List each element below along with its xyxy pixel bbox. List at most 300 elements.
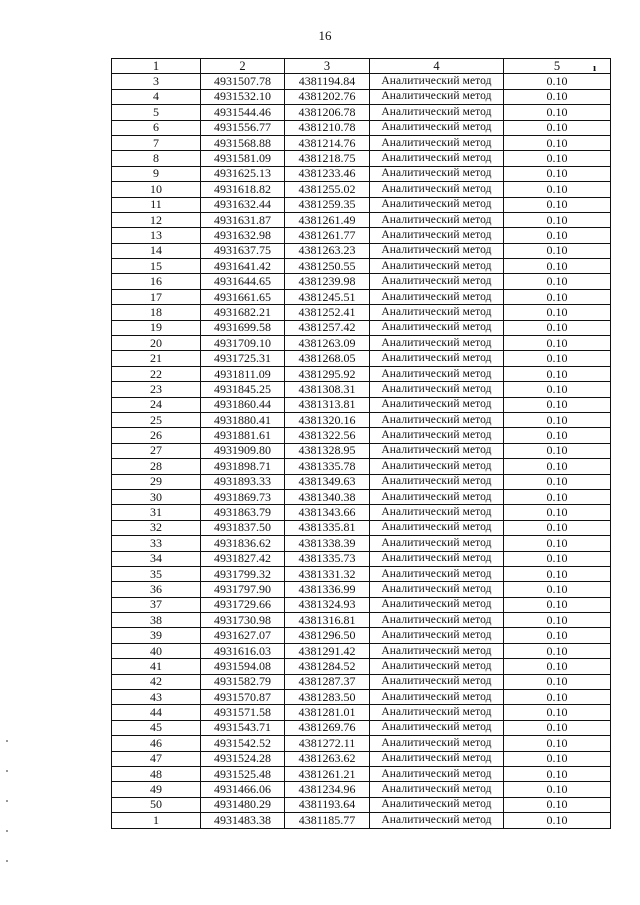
accuracy-cell: 0.10 [504,89,611,104]
y-coordinate-cell: 4381336.99 [285,582,370,597]
table-row [112,443,611,458]
y-coordinate-cell: 4381343.66 [285,505,370,520]
y-coordinate-cell: 4381313.81 [285,397,370,412]
accuracy-cell: 0.10 [504,674,611,689]
point-number-cell: 5 [112,105,201,120]
method-cell: Аналитический метод [370,351,504,366]
y-coordinate-cell: 4381283.50 [285,690,370,705]
accuracy-cell: 0.10 [504,305,611,320]
y-coordinate-cell: 4381261.49 [285,212,370,227]
col-header-3: 3 [285,59,370,74]
method-cell: Аналитический метод [370,197,504,212]
x-coordinate-cell: 4931480.29 [201,797,285,812]
margin-mark: ı [593,62,597,74]
method-cell: Аналитический метод [370,674,504,689]
accuracy-cell: 0.10 [504,474,611,489]
table-row [112,243,611,258]
point-number-cell: 25 [112,412,201,427]
method-cell: Аналитический метод [370,289,504,304]
accuracy-cell: 0.10 [504,243,611,258]
accuracy-cell: 0.10 [504,228,611,243]
method-cell: Аналитический метод [370,320,504,335]
point-number-cell: 23 [112,382,201,397]
method-cell: Аналитический метод [370,305,504,320]
point-number-cell: 37 [112,597,201,612]
point-number-cell: 47 [112,751,201,766]
method-cell: Аналитический метод [370,782,504,797]
accuracy-cell: 0.10 [504,813,611,828]
x-coordinate-cell: 4931836.62 [201,536,285,551]
point-number-cell: 38 [112,613,201,628]
method-cell: Аналитический метод [370,797,504,812]
accuracy-cell: 0.10 [504,505,611,520]
y-coordinate-cell: 4381291.42 [285,643,370,658]
method-cell: Аналитический метод [370,243,504,258]
point-number-cell: 19 [112,320,201,335]
y-coordinate-cell: 4381335.73 [285,551,370,566]
method-cell: Аналитический метод [370,505,504,520]
col-header-1: 1 [112,59,201,74]
point-number-cell: 26 [112,428,201,443]
point-number-cell: 40 [112,643,201,658]
accuracy-cell: 0.10 [504,151,611,166]
accuracy-cell: 0.10 [504,628,611,643]
x-coordinate-cell: 4931869.73 [201,489,285,504]
method-cell: Аналитический метод [370,412,504,427]
y-coordinate-cell: 4381218.75 [285,151,370,166]
col-header-5: 5 [504,59,611,74]
method-cell: Аналитический метод [370,520,504,535]
method-cell: Аналитический метод [370,228,504,243]
page-number: 16 [318,28,332,43]
point-number-cell: 34 [112,551,201,566]
method-cell: Аналитический метод [370,628,504,643]
x-coordinate-cell: 4931845.25 [201,382,285,397]
y-coordinate-cell: 4381284.52 [285,659,370,674]
x-coordinate-cell: 4931581.09 [201,151,285,166]
method-cell: Аналитический метод [370,259,504,274]
x-coordinate-cell: 4931632.44 [201,197,285,212]
table-row [112,89,611,104]
point-number-cell: 1 [112,813,201,828]
x-coordinate-cell: 4931863.79 [201,505,285,520]
method-cell: Аналитический метод [370,551,504,566]
x-coordinate-cell: 4931641.42 [201,259,285,274]
x-coordinate-cell: 4931524.28 [201,751,285,766]
y-coordinate-cell: 4381245.51 [285,289,370,304]
accuracy-cell: 0.10 [504,274,611,289]
point-number-cell: 27 [112,443,201,458]
point-number-cell: 49 [112,782,201,797]
accuracy-cell: 0.10 [504,182,611,197]
accuracy-cell: 0.10 [504,720,611,735]
accuracy-cell: 0.10 [504,412,611,427]
method-cell: Аналитический метод [370,74,504,89]
accuracy-cell: 0.10 [504,766,611,781]
point-number-cell: 29 [112,474,201,489]
x-coordinate-cell: 4931618.82 [201,182,285,197]
x-coordinate-cell: 4931556.77 [201,120,285,135]
table-row [112,412,611,427]
point-number-cell: 35 [112,566,201,581]
table-row [112,782,611,797]
y-coordinate-cell: 4381210.78 [285,120,370,135]
point-number-cell: 11 [112,197,201,212]
y-coordinate-cell: 4381287.37 [285,674,370,689]
accuracy-cell: 0.10 [504,366,611,381]
point-number-cell: 24 [112,397,201,412]
x-coordinate-cell: 4931507.78 [201,74,285,89]
y-coordinate-cell: 4381349.63 [285,474,370,489]
method-cell: Аналитический метод [370,536,504,551]
x-coordinate-cell: 4931837.50 [201,520,285,535]
method-cell: Аналитический метод [370,120,504,135]
y-coordinate-cell: 4381331.32 [285,566,370,581]
table-row [112,766,611,781]
table-row [112,643,611,658]
x-coordinate-cell: 4931637.75 [201,243,285,258]
table-row [112,551,611,566]
point-number-cell: 39 [112,628,201,643]
point-number-cell: 42 [112,674,201,689]
table-row [112,351,611,366]
y-coordinate-cell: 4381233.46 [285,166,370,181]
method-cell: Аналитический метод [370,736,504,751]
table-row [112,382,611,397]
accuracy-cell: 0.10 [504,428,611,443]
col-header-2: 2 [201,59,285,74]
table-row [112,705,611,720]
col-header-4: 4 [370,59,504,74]
x-coordinate-cell: 4931568.88 [201,135,285,150]
point-number-cell: 31 [112,505,201,520]
point-number-cell: 32 [112,520,201,535]
y-coordinate-cell: 4381255.02 [285,182,370,197]
point-number-cell: 30 [112,489,201,504]
y-coordinate-cell: 4381193.64 [285,797,370,812]
coordinates-table [111,58,611,829]
method-cell: Аналитический метод [370,459,504,474]
table-row [112,459,611,474]
table-row [112,228,611,243]
y-coordinate-cell: 4381296.50 [285,628,370,643]
accuracy-cell: 0.10 [504,520,611,535]
accuracy-cell: 0.10 [504,489,611,504]
accuracy-cell: 0.10 [504,782,611,797]
accuracy-cell: 0.10 [504,212,611,227]
method-cell: Аналитический метод [370,182,504,197]
method-cell: Аналитический метод [370,643,504,658]
method-cell: Аналитический метод [370,382,504,397]
x-coordinate-cell: 4931625.13 [201,166,285,181]
x-coordinate-cell: 4931571.58 [201,705,285,720]
accuracy-cell: 0.10 [504,797,611,812]
point-number-cell: 6 [112,120,201,135]
method-cell: Аналитический метод [370,336,504,351]
method-cell: Аналитический метод [370,212,504,227]
y-coordinate-cell: 4381322.56 [285,428,370,443]
method-cell: Аналитический метод [370,105,504,120]
method-cell: Аналитический метод [370,720,504,735]
point-number-cell: 36 [112,582,201,597]
y-coordinate-cell: 4381335.81 [285,520,370,535]
point-number-cell: 3 [112,74,201,89]
accuracy-cell: 0.10 [504,582,611,597]
table-row [112,274,611,289]
accuracy-cell: 0.10 [504,643,611,658]
table-row [112,74,611,89]
y-coordinate-cell: 4381308.31 [285,382,370,397]
point-number-cell: 50 [112,797,201,812]
accuracy-cell: 0.10 [504,751,611,766]
margin-scan-dots [6,740,8,890]
table-row [112,566,611,581]
x-coordinate-cell: 4931730.98 [201,613,285,628]
y-coordinate-cell: 4381263.23 [285,243,370,258]
x-coordinate-cell: 4931632.98 [201,228,285,243]
table-row [112,613,611,628]
method-cell: Аналитический метод [370,366,504,381]
y-coordinate-cell: 4381263.09 [285,336,370,351]
method-cell: Аналитический метод [370,659,504,674]
accuracy-cell: 0.10 [504,120,611,135]
point-number-cell: 16 [112,274,201,289]
x-coordinate-cell: 4931729.66 [201,597,285,612]
method-cell: Аналитический метод [370,151,504,166]
x-coordinate-cell: 4931699.58 [201,320,285,335]
x-coordinate-cell: 4931594.08 [201,659,285,674]
accuracy-cell: 0.10 [504,74,611,89]
y-coordinate-cell: 4381281.01 [285,705,370,720]
table-row [112,336,611,351]
x-coordinate-cell: 4931709.10 [201,336,285,351]
point-number-cell: 7 [112,135,201,150]
x-coordinate-cell: 4931898.71 [201,459,285,474]
accuracy-cell: 0.10 [504,613,611,628]
y-coordinate-cell: 4381234.96 [285,782,370,797]
y-coordinate-cell: 4381250.55 [285,259,370,274]
accuracy-cell: 0.10 [504,459,611,474]
table-row [112,597,611,612]
point-number-cell: 13 [112,228,201,243]
table-row [112,751,611,766]
x-coordinate-cell: 4931811.09 [201,366,285,381]
x-coordinate-cell: 4931661.65 [201,289,285,304]
method-cell: Аналитический метод [370,613,504,628]
point-number-cell: 44 [112,705,201,720]
table-row [112,628,611,643]
table-row [112,105,611,120]
point-number-cell: 22 [112,366,201,381]
method-cell: Аналитический метод [370,89,504,104]
table-row [112,659,611,674]
table-row [112,305,611,320]
accuracy-cell: 0.10 [504,320,611,335]
method-cell: Аналитический метод [370,597,504,612]
method-cell: Аналитический метод [370,443,504,458]
table-row [112,259,611,274]
accuracy-cell: 0.10 [504,336,611,351]
y-coordinate-cell: 4381194.84 [285,74,370,89]
accuracy-cell: 0.10 [504,736,611,751]
x-coordinate-cell: 4931644.65 [201,274,285,289]
accuracy-cell: 0.10 [504,551,611,566]
method-cell: Аналитический метод [370,397,504,412]
x-coordinate-cell: 4931893.33 [201,474,285,489]
y-coordinate-cell: 4381206.78 [285,105,370,120]
table-row [112,135,611,150]
table-row [112,212,611,227]
x-coordinate-cell: 4931532.10 [201,89,285,104]
point-number-cell: 48 [112,766,201,781]
table-row [112,151,611,166]
y-coordinate-cell: 4381324.93 [285,597,370,612]
x-coordinate-cell: 4931616.03 [201,643,285,658]
point-number-cell: 46 [112,736,201,751]
x-coordinate-cell: 4931860.44 [201,397,285,412]
x-coordinate-cell: 4931725.31 [201,351,285,366]
method-cell: Аналитический метод [370,274,504,289]
table-row [112,674,611,689]
y-coordinate-cell: 4381202.76 [285,89,370,104]
table-row [112,366,611,381]
point-number-cell: 28 [112,459,201,474]
table-row [112,520,611,535]
accuracy-cell: 0.10 [504,166,611,181]
point-number-cell: 14 [112,243,201,258]
method-cell: Аналитический метод [370,566,504,581]
x-coordinate-cell: 4931543.71 [201,720,285,735]
table-row [112,797,611,812]
point-number-cell: 10 [112,182,201,197]
point-number-cell: 33 [112,536,201,551]
y-coordinate-cell: 4381272.11 [285,736,370,751]
point-number-cell: 18 [112,305,201,320]
accuracy-cell: 0.10 [504,105,611,120]
accuracy-cell: 0.10 [504,382,611,397]
method-cell: Аналитический метод [370,813,504,828]
method-cell: Аналитический метод [370,751,504,766]
table-row [112,720,611,735]
method-cell: Аналитический метод [370,766,504,781]
accuracy-cell: 0.10 [504,351,611,366]
x-coordinate-cell: 4931525.48 [201,766,285,781]
x-coordinate-cell: 4931827.42 [201,551,285,566]
x-coordinate-cell: 4931682.21 [201,305,285,320]
y-coordinate-cell: 4381185.77 [285,813,370,828]
table-row [112,536,611,551]
y-coordinate-cell: 4381252.41 [285,305,370,320]
table-row [112,320,611,335]
y-coordinate-cell: 4381340.38 [285,489,370,504]
x-coordinate-cell: 4931483.38 [201,813,285,828]
table-row [112,166,611,181]
accuracy-cell: 0.10 [504,289,611,304]
table-row [112,582,611,597]
x-coordinate-cell: 4931570.87 [201,690,285,705]
x-coordinate-cell: 4931582.79 [201,674,285,689]
y-coordinate-cell: 4381239.98 [285,274,370,289]
accuracy-cell: 0.10 [504,197,611,212]
table-row [112,197,611,212]
x-coordinate-cell: 4931631.87 [201,212,285,227]
y-coordinate-cell: 4381214.76 [285,135,370,150]
y-coordinate-cell: 4381335.78 [285,459,370,474]
y-coordinate-cell: 4381257.42 [285,320,370,335]
point-number-cell: 9 [112,166,201,181]
y-coordinate-cell: 4381263.62 [285,751,370,766]
table-row [112,428,611,443]
y-coordinate-cell: 4381269.76 [285,720,370,735]
y-coordinate-cell: 4381295.92 [285,366,370,381]
table-row [112,813,611,828]
accuracy-cell: 0.10 [504,659,611,674]
point-number-cell: 15 [112,259,201,274]
table-row [112,474,611,489]
x-coordinate-cell: 4931466.06 [201,782,285,797]
accuracy-cell: 0.10 [504,705,611,720]
accuracy-cell: 0.10 [504,443,611,458]
point-number-cell: 17 [112,289,201,304]
x-coordinate-cell: 4931544.46 [201,105,285,120]
table-row [112,690,611,705]
y-coordinate-cell: 4381316.81 [285,613,370,628]
y-coordinate-cell: 4381261.21 [285,766,370,781]
y-coordinate-cell: 4381328.95 [285,443,370,458]
point-number-cell: 43 [112,690,201,705]
method-cell: Аналитический метод [370,135,504,150]
method-cell: Аналитический метод [370,489,504,504]
table-row [112,120,611,135]
table-row [112,489,611,504]
method-cell: Аналитический метод [370,474,504,489]
y-coordinate-cell: 4381268.05 [285,351,370,366]
y-coordinate-cell: 4381259.35 [285,197,370,212]
table-row [112,505,611,520]
table-row [112,182,611,197]
table-row [112,736,611,751]
accuracy-cell: 0.10 [504,397,611,412]
point-number-cell: 4 [112,89,201,104]
y-coordinate-cell: 4381338.39 [285,536,370,551]
method-cell: Аналитический метод [370,690,504,705]
x-coordinate-cell: 4931909.80 [201,443,285,458]
point-number-cell: 8 [112,151,201,166]
method-cell: Аналитический метод [370,428,504,443]
x-coordinate-cell: 4931542.52 [201,736,285,751]
table-row [112,397,611,412]
table-header-row [112,59,611,74]
accuracy-cell: 0.10 [504,597,611,612]
x-coordinate-cell: 4931799.32 [201,566,285,581]
accuracy-cell: 0.10 [504,135,611,150]
x-coordinate-cell: 4931881.61 [201,428,285,443]
y-coordinate-cell: 4381320.16 [285,412,370,427]
method-cell: Аналитический метод [370,582,504,597]
x-coordinate-cell: 4931797.90 [201,582,285,597]
point-number-cell: 21 [112,351,201,366]
accuracy-cell: 0.10 [504,566,611,581]
x-coordinate-cell: 4931880.41 [201,412,285,427]
point-number-cell: 45 [112,720,201,735]
table-row [112,289,611,304]
point-number-cell: 12 [112,212,201,227]
point-number-cell: 20 [112,336,201,351]
point-number-cell: 41 [112,659,201,674]
x-coordinate-cell: 4931627.07 [201,628,285,643]
method-cell: Аналитический метод [370,166,504,181]
method-cell: Аналитический метод [370,705,504,720]
